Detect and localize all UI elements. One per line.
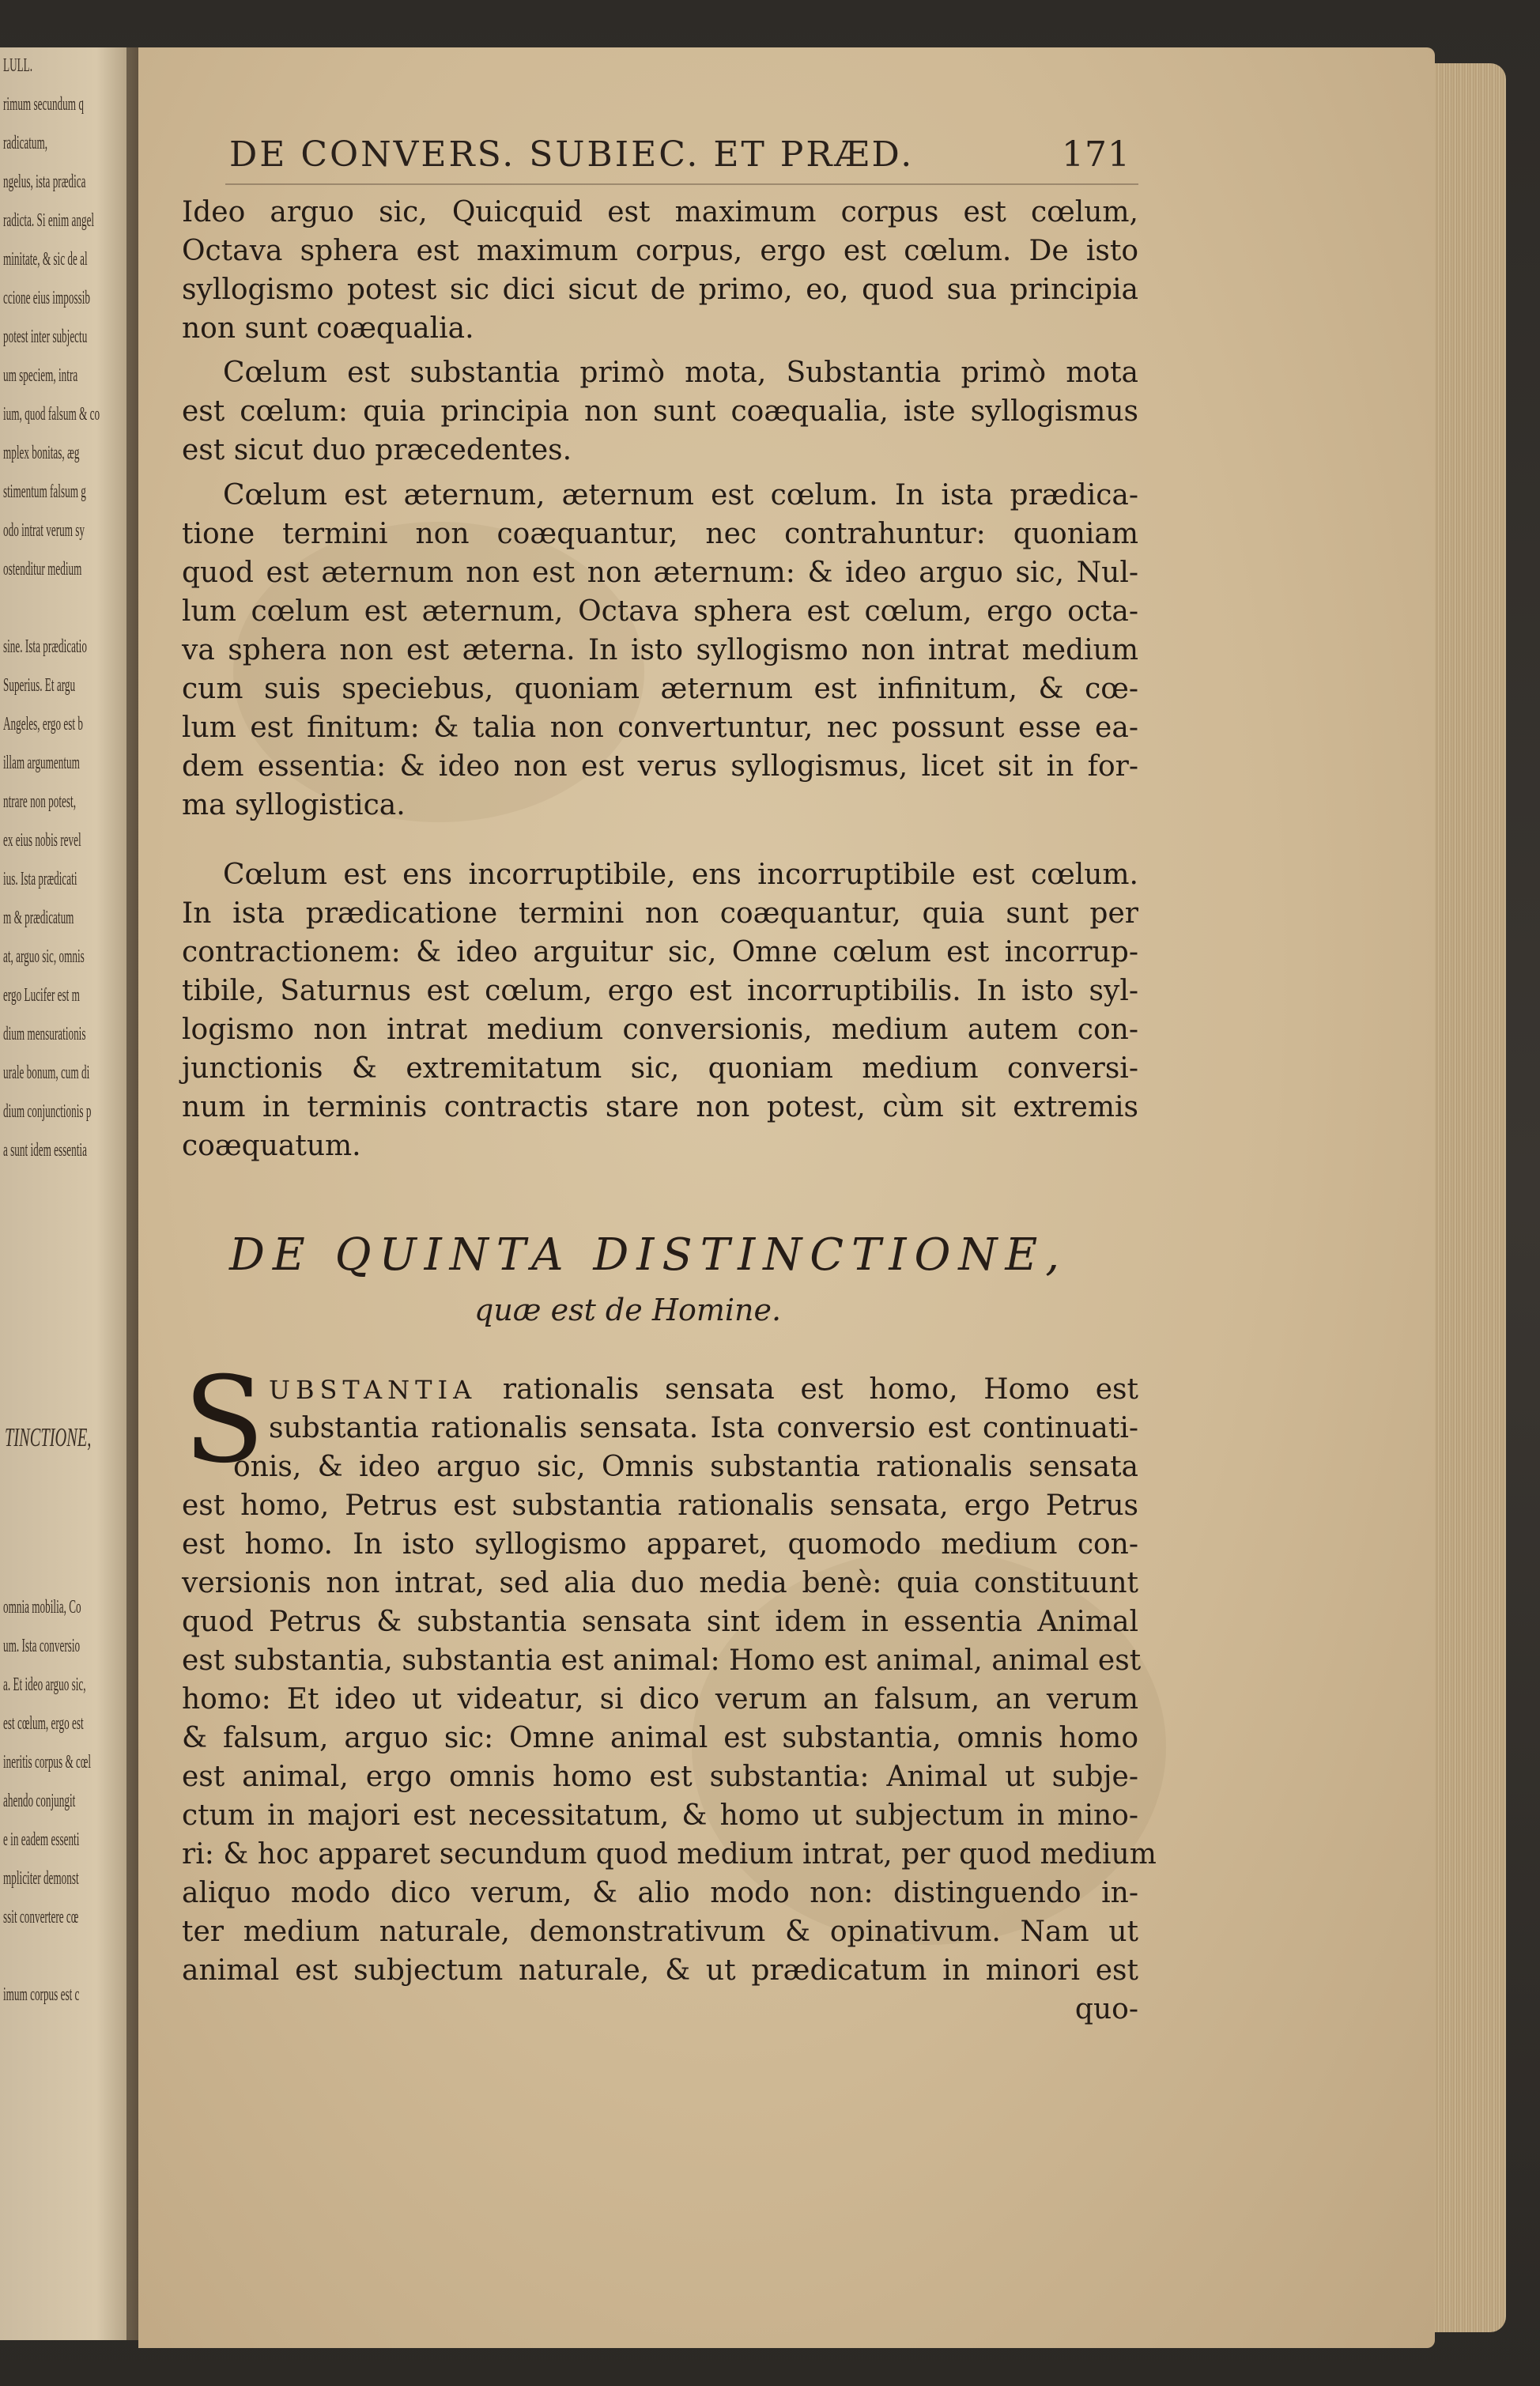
left-page-fragment: rimum secundum q: [3, 94, 84, 115]
paragraph-1: [182, 193, 1138, 348]
left-page-fragment: mplex bonitas, æg: [3, 443, 80, 463]
text-line: homo: Et ideo ut videatur, si dico verum an falsum, an verum: [182, 1683, 1138, 1716]
text-line: tione termini non coæquantur, nec contrahuntur: quoniam: [182, 518, 1138, 550]
left-page-fragment: m & prædicatum: [3, 908, 74, 928]
text-line: ter medium naturale, demonstrativum & opinativum. Nam ut: [182, 1916, 1138, 1948]
text-line: junctionis & extremitatum sic, quoniam medium conversi-: [182, 1052, 1138, 1085]
text-line: lum cœlum est æternum, Octava sphera est cœlum, ergo octa-: [182, 595, 1138, 628]
left-page-fragment: minitate, & sic de al: [3, 249, 88, 270]
left-page-fragment: ahendo conjungit: [3, 1791, 76, 1811]
left-page-edge: [0, 47, 138, 2340]
left-page-fragment: est cœlum, ergo est: [3, 1713, 84, 1734]
text-line: animal est subjectum naturale, & ut prædicatum in minori est: [182, 1954, 1138, 1987]
left-page-fragment: radicta. Si enim angel: [3, 210, 95, 231]
left-page-fragment: ex eius nobis revel: [3, 830, 81, 851]
section-title: DE QUINTA DISTINCTIONE,: [229, 1229, 1068, 1281]
text-line: est homo. In isto syllogismo apparet, quomodo medium con-: [182, 1528, 1138, 1561]
text-line: coæquatum.: [182, 1130, 361, 1162]
left-page-fragment: illam argumentum: [3, 753, 80, 773]
first-line-rest: rationalis sensata est homo, Homo est: [502, 1373, 1138, 1406]
left-page-fragment: ius. Ista prædicati: [3, 869, 77, 889]
drop-cap: S: [183, 1352, 265, 1489]
text-line: est substantia, substantia est animal: Homo est animal, animal est: [182, 1644, 1142, 1677]
left-page-fragment: ntrare non potest,: [3, 791, 77, 812]
text-line: substantia rationalis sensata. Ista conversio est continuati-: [269, 1412, 1138, 1444]
left-page-fragment: stimentum falsum g: [3, 481, 86, 502]
text-line: logismo non intrat medium conversionis, medium autem con-: [182, 1014, 1138, 1046]
left-page-fragment: e in eadem essenti: [3, 1829, 80, 1850]
header-rule: [225, 183, 1138, 185]
left-page-fragment: imum corpus est c: [3, 1984, 80, 2005]
left-page-fragment: ngelus, ista prædica: [3, 172, 86, 192]
text-line: ri: & hoc apparet secundum quod medium intrat, per quod medium: [182, 1838, 1157, 1871]
running-title: DE CONVERS. SUBIEC. ET PRÆD.: [229, 134, 915, 175]
left-page-heading-fragment: TINCTIONE,: [5, 1423, 92, 1452]
left-page-fragment: sine. Ista prædicatio: [3, 636, 87, 657]
running-header: [229, 134, 1130, 182]
text-line: ctum in majori est necessitatum, & homo ut subjectum in mino-: [182, 1799, 1138, 1832]
left-page-fragment: Superius. Et argu: [3, 675, 76, 696]
text-line: lum est finitum: & talia non convertuntur, nec possunt esse ea-: [182, 712, 1138, 744]
text-line: est sicut duo præcedentes.: [182, 434, 572, 466]
paragraph-5-opening: [269, 1370, 1138, 1448]
text-line: ma syllogistica.: [182, 789, 406, 821]
paragraph-3: [182, 476, 1138, 825]
left-page-fragment: odo intrat verum sy: [3, 520, 85, 541]
text-line: va sphera non est æterna. In isto syllogismo non intrat medium: [182, 634, 1138, 666]
left-page-fragment: a sunt idem essentia: [3, 1140, 87, 1161]
left-page-fragment: omnia mobilia, Co: [3, 1597, 81, 1618]
left-page-fragment: LULL.: [3, 55, 33, 76]
text-line: aliquo modo dico verum, & alio modo non: distinguendo in-: [182, 1877, 1138, 1909]
text-line: tibile, Saturnus est cœlum, ergo est incorruptibilis. In isto syl-: [182, 975, 1138, 1007]
left-page-fragment: ergo Lucifer est m: [3, 985, 80, 1006]
section-subtitle: quæ est de Homine.: [474, 1293, 782, 1327]
text-line: syllogismo potest sic dici sicut de primo, eo, quod sua principia: [182, 274, 1138, 306]
left-page-fragment: um speciem, intra: [3, 365, 78, 386]
text-line: quod Petrus & substantia sensata sint idem in essentia Animal: [182, 1606, 1138, 1638]
left-page-fragment: radicatum,: [3, 133, 48, 153]
text-line: dem essentia: & ideo non est verus syllogismus, licet sit in for-: [182, 750, 1138, 783]
text-line: contractionem: & ideo arguitur sic, Omne cœlum est incorrup-: [182, 936, 1138, 968]
left-page-fragment: urale bonum, cum di: [3, 1063, 90, 1083]
left-page-fragment: um. Ista conversio: [3, 1636, 81, 1656]
text-line: est homo, Petrus est substantia rationalis sensata, ergo Petrus: [182, 1489, 1138, 1522]
left-page-fragment: ineritis corpus & cœl: [3, 1752, 92, 1773]
text-line: Cœlum est substantia primò mota, Substantia primò mota: [223, 357, 1138, 389]
left-page-fragment: dium conjunctionis p: [3, 1101, 92, 1122]
text-line: est animal, ergo omnis homo est substantia: Animal ut subje-: [182, 1761, 1138, 1793]
text-line: quod est æternum non est non æternum: & ideo arguo sic, Nul-: [182, 557, 1138, 589]
page-fore-edge: [1435, 63, 1506, 2332]
paragraph-5: [182, 1486, 1157, 2029]
text-line: Ideo arguo sic, Quicquid est maximum corpus est cœlum,: [182, 196, 1138, 228]
left-page-fragment: a. Et ideo arguo sic,: [3, 1674, 86, 1695]
text-line: Octava sphera est maximum corpus, ergo est cœlum. De isto: [182, 235, 1138, 267]
text-line: cum suis speciebus, quoniam æternum est infinitum, & cœ-: [182, 673, 1138, 705]
text-line: est cœlum: quia principia non sunt coæqualia, iste syllogismus: [182, 395, 1138, 428]
paragraph-5-indent: [233, 1448, 1138, 1486]
text-line-first: [269, 1370, 1138, 1409]
text-line: num in terminis contractis stare non potest, cùm sit extremis: [182, 1091, 1138, 1123]
text-line: Cœlum est æternum, æternum est cœlum. In ista prædica-: [223, 479, 1138, 512]
left-page-fragment: ssit convertere cœ: [3, 1907, 79, 1927]
left-page-fragment: ium, quod falsum & co: [3, 404, 100, 425]
page-number: 171: [1062, 134, 1130, 175]
text-line: In ista prædicatione termini non coæquantur, quia sunt per: [182, 897, 1138, 930]
catchword: quo-: [1074, 1993, 1138, 2025]
left-page-fragment: potest inter subjectu: [3, 327, 88, 347]
left-page-fragment: ccione eius impossib: [3, 288, 90, 308]
left-page-fragment: Angeles, ergo est b: [3, 714, 83, 734]
left-page-fragment: dium mensurationis: [3, 1024, 86, 1044]
left-page-fragment: at, arguo sic, omnis: [3, 946, 85, 967]
text-line: & falsum, arguo sic: Omne animal est substantia, omnis homo: [182, 1722, 1138, 1754]
left-page-fragment: ostenditur medium: [3, 559, 82, 580]
text-line: Cœlum est ens incorruptibile, ens incorruptibile est cœlum.: [223, 859, 1138, 891]
paragraph-4: [182, 855, 1138, 1165]
paragraph-2: [182, 353, 1138, 470]
text-line: onis, & ideo arguo sic, Omnis substantia rationalis sensata: [233, 1451, 1138, 1483]
left-page-fragment: mpliciter demonst: [3, 1868, 79, 1889]
lead-word: UBSTANTIA: [269, 1375, 477, 1405]
text-line: non sunt coæqualia.: [182, 312, 474, 345]
text-line: versionis non intrat, sed alia duo media benè: quia constituunt: [182, 1567, 1138, 1599]
